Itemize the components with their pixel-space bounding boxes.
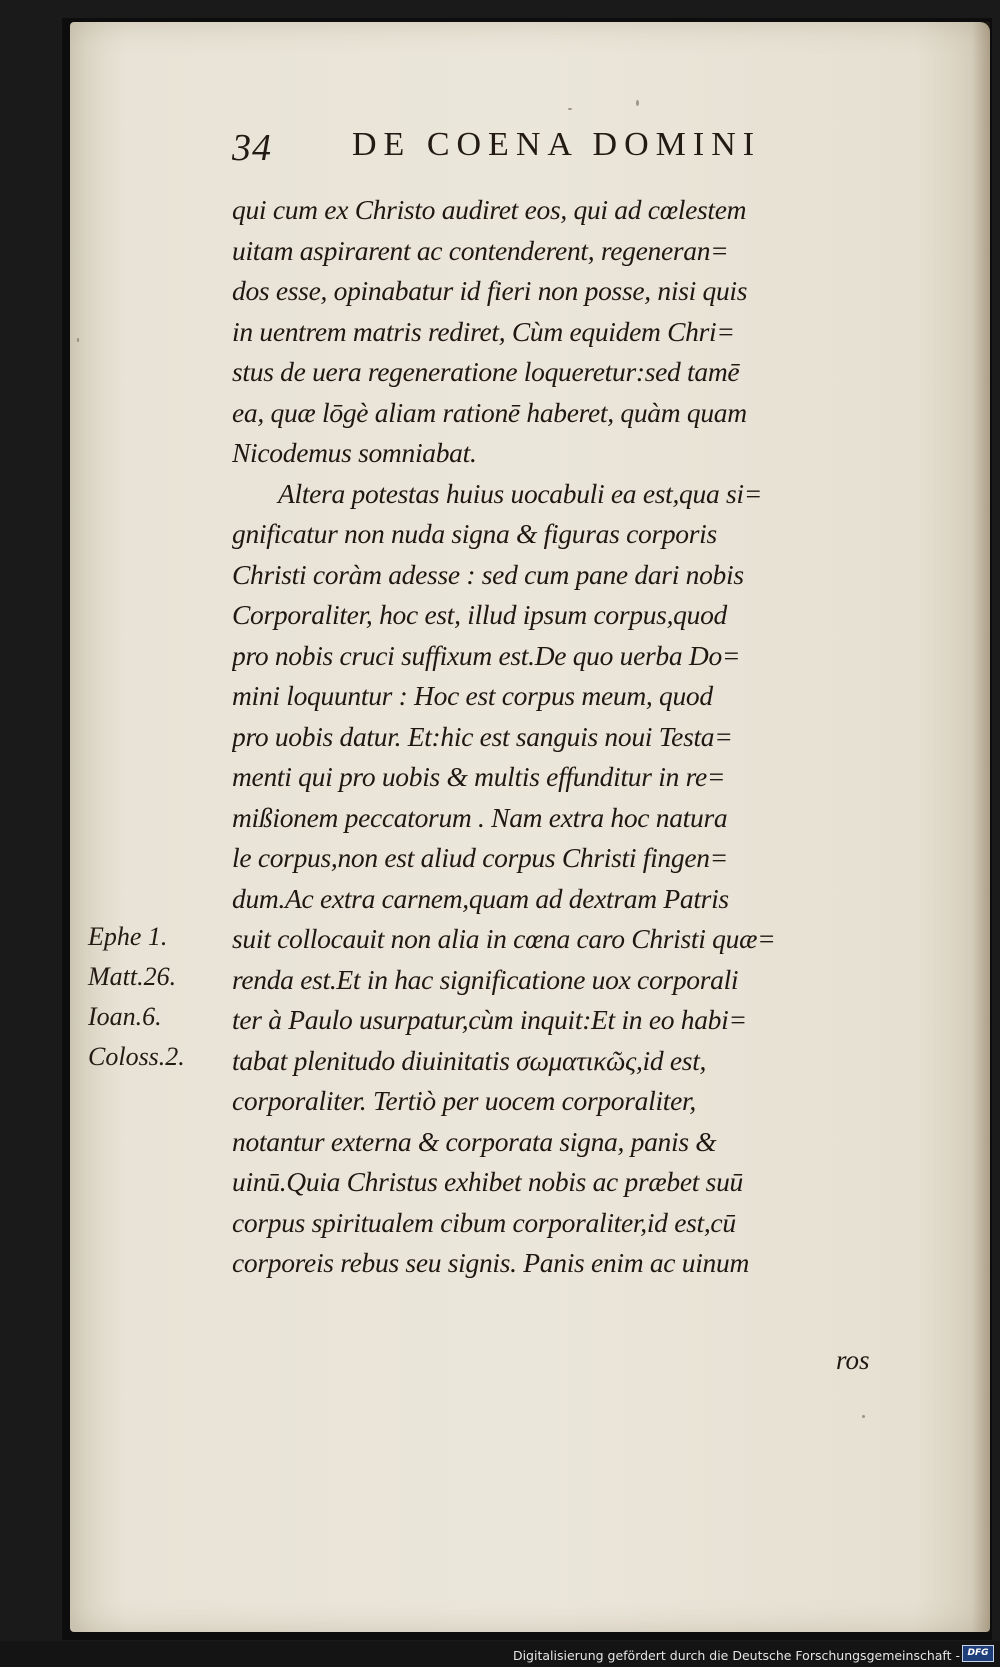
text-line: menti qui pro uobis & multis effunditur in re= xyxy=(232,761,726,792)
text-line: ea, quæ lōgè aliam rationē haberet, quàm quam xyxy=(232,396,747,428)
text-line: stus de uera regeneratione loqueretur:sed tamē xyxy=(232,356,740,387)
dfg-logo[interactable]: DFG xyxy=(962,1645,994,1662)
margin-note: Coloss.2. xyxy=(88,1042,185,1071)
text-line: in uentrem matris rediret, Cùm equidem Chri= xyxy=(232,315,735,347)
text-line: ter à Paulo usurpatur,cùm inquit:Et in eo habi= xyxy=(232,1004,747,1035)
text-line: pro uobis datur. Et:hic est sanguis noui Testa= xyxy=(232,720,733,752)
text-line: notantur externa & corporata signa, panis & xyxy=(232,1125,717,1157)
text-line: tabat plenitudo diuinitatis σωματικῶς,id est, xyxy=(232,1044,707,1076)
text-line: corpus spiritualem cibum corporaliter,id est,cū xyxy=(232,1206,736,1238)
catchword: ros xyxy=(836,1345,870,1375)
paper-speck xyxy=(636,100,639,106)
page-header xyxy=(232,126,872,182)
text-line: dos esse, opinabatur id fieri non posse, nisi quis xyxy=(232,275,748,306)
text-line: Christi coràm adesse : sed cum pane dari nobis xyxy=(232,558,744,590)
text-line: uinū.Quia Christus exhibet nobis ac præbet suū xyxy=(232,1166,743,1197)
margin-note: Ephe 1. xyxy=(88,922,168,951)
page-edge xyxy=(972,22,990,1632)
text-line: dum.Ac extra carnem,quam ad dextram Patris xyxy=(232,882,729,914)
text-line: Nicodemus somniabat. xyxy=(232,437,477,468)
text-line: qui cum ex Christo audiret eos, qui ad cœlestem xyxy=(232,194,747,225)
text-line: le corpus,non est aliud corpus Christi fingen= xyxy=(232,842,728,873)
text-line: pro nobis cruci suffixum est.De quo uerba Do= xyxy=(232,639,741,671)
text-line: uitam aspirarent ac contenderent, regeneran= xyxy=(232,234,729,266)
page-number: 34 xyxy=(232,127,272,169)
text-line: suit collocauit non alia in cœna caro Christi quæ= xyxy=(232,923,776,954)
text-line: Altera potestas huius uocabuli ea est,qua si= xyxy=(278,477,762,509)
running-title: DE COENA DOMINI xyxy=(352,126,762,163)
text-line: renda est.Et in hac significatione uox corporali xyxy=(232,963,739,995)
text-line: corporaliter. Tertiò per uocem corporaliter, xyxy=(232,1085,696,1116)
paper-speck xyxy=(77,338,79,342)
text-line: mini loquuntur : Hoc est corpus meum, quod xyxy=(232,680,713,711)
margin-note: Ioan.6. xyxy=(88,1002,162,1031)
funding-credit: Digitalisierung gefördert durch die Deutsche Forschungsgemeinschaft - xyxy=(512,1648,960,1663)
paper-speck xyxy=(568,108,572,110)
footer-bar xyxy=(0,1641,1000,1667)
body-text xyxy=(232,190,892,1284)
text-line: corporeis rebus seu signis. Panis enim ac uinum xyxy=(232,1247,750,1278)
margin-notes xyxy=(88,917,238,1077)
text-line: mißionem peccatorum . Nam extra hoc natura xyxy=(232,801,728,833)
text-line: gnificatur non nuda signa & figuras corporis xyxy=(232,518,717,549)
margin-note: Matt.26. xyxy=(88,962,177,991)
text-line: Corporaliter, hoc est, illud ipsum corpus,quod xyxy=(232,599,727,630)
paper-speck xyxy=(862,1415,865,1418)
